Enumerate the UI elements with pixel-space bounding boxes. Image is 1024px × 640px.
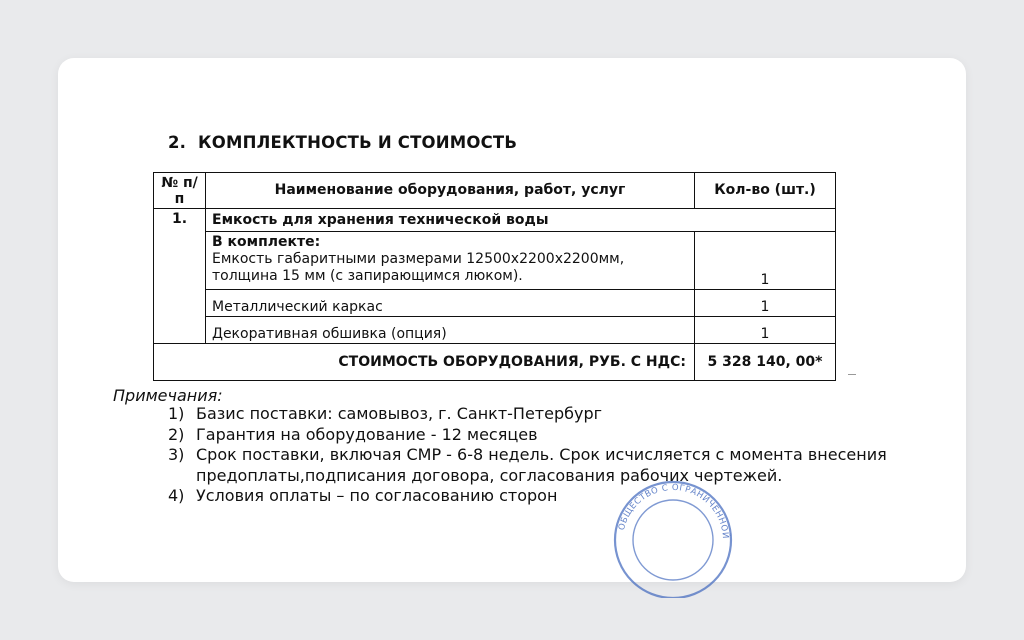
section-title bbox=[168, 133, 517, 152]
kit-cell bbox=[206, 232, 695, 290]
item-name: Емкость для хранения технической воды bbox=[206, 209, 836, 232]
note-number: 2) bbox=[168, 424, 185, 444]
scan-mark bbox=[848, 374, 856, 375]
notes-list bbox=[168, 404, 931, 507]
total-value: 5 328 140, 00* bbox=[695, 344, 836, 381]
note-text: Условия оплаты – по согласованию сторон bbox=[196, 486, 558, 505]
notes-title: Примечания: bbox=[113, 386, 223, 405]
section-title-text: КОМПЛЕКТНОСТЬ И СТОИМОСТЬ bbox=[198, 133, 518, 152]
header-num: № п/п bbox=[154, 173, 206, 209]
table-row bbox=[154, 317, 836, 344]
total-label: СТОИМОСТЬ ОБОРУДОВАНИЯ, РУБ. С НДС: bbox=[154, 344, 695, 381]
document-page bbox=[58, 58, 966, 582]
list-item bbox=[168, 404, 931, 425]
note-text: Гарантия на оборудование - 12 месяцев bbox=[196, 424, 538, 444]
note-number: 3) bbox=[168, 445, 185, 464]
table-header-row bbox=[154, 173, 836, 209]
row-name: Декоративная обшивка (опция) bbox=[206, 317, 695, 344]
table-row bbox=[154, 290, 836, 317]
table-row bbox=[154, 232, 836, 290]
table-row bbox=[154, 209, 836, 232]
list-item bbox=[168, 445, 931, 486]
company-stamp bbox=[605, 478, 735, 540]
kit-line-1: Емкость габаритными размерами 12500х2200х2200мм, bbox=[212, 251, 625, 267]
stamp-text: ОБЩЕСТВО С ОГРАНИЧЕННОЙ bbox=[616, 482, 731, 540]
equipment-table bbox=[153, 172, 836, 381]
kit-label: В комплекте: bbox=[212, 234, 321, 250]
note-text: Базис поставки: самовывоз, г. Санкт-Петербург bbox=[196, 404, 602, 423]
note-text: Срок поставки, включая СМР - 6-8 недель. Срок исчисляется с момента внесения предоплаты,подписания договора, согласования рабочих чертежей. bbox=[196, 445, 887, 485]
row-qty: 1 bbox=[695, 290, 836, 317]
row-name: Металлический каркас bbox=[206, 290, 695, 317]
section-number: 2. bbox=[168, 133, 187, 152]
note-number: 4) bbox=[168, 486, 185, 505]
note-number: 1) bbox=[168, 404, 185, 423]
stamp-seal-icon bbox=[605, 478, 735, 598]
list-item bbox=[168, 486, 931, 507]
item-number: 1. bbox=[154, 209, 206, 344]
list-item bbox=[168, 425, 931, 446]
total-row bbox=[154, 344, 836, 381]
header-name: Наименование оборудования, работ, услуг bbox=[206, 173, 695, 209]
kit-qty: 1 bbox=[695, 232, 836, 290]
kit-line-2: толщина 15 мм (с запирающимся люком). bbox=[212, 268, 523, 284]
row-qty: 1 bbox=[695, 317, 836, 344]
document-card bbox=[58, 58, 966, 582]
header-qty: Кол-во (шт.) bbox=[695, 173, 836, 209]
